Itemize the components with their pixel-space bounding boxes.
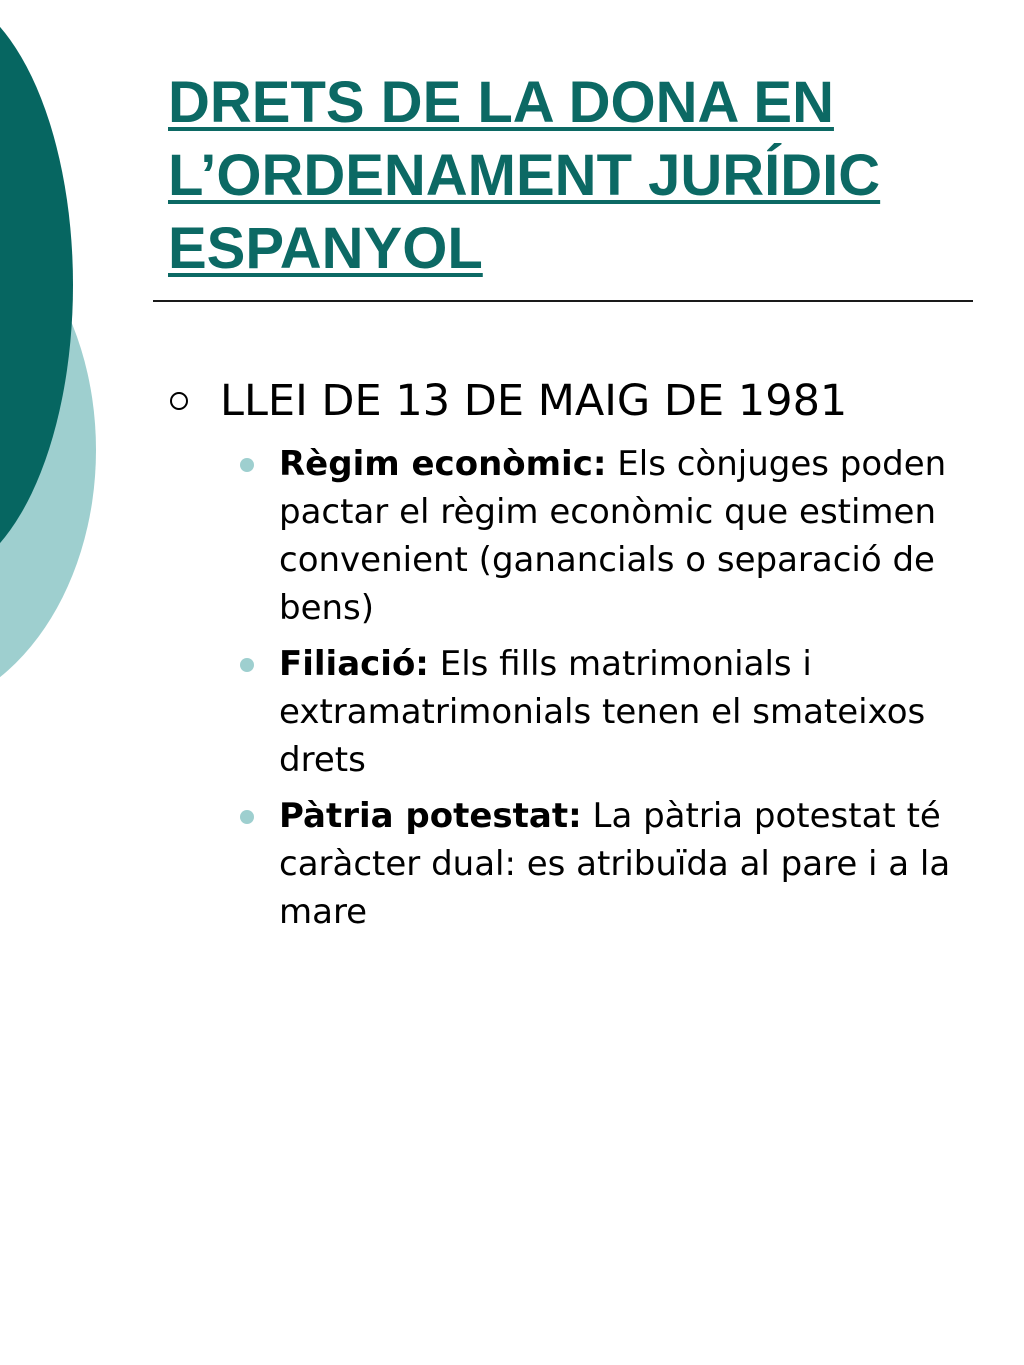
list-item-term: Pàtria potestat: <box>279 796 582 836</box>
list-item <box>236 440 956 632</box>
list-item-text: Els fills matrimonials i extramatrimonials tenen el smateixos drets <box>279 644 926 780</box>
list-heading-item <box>168 372 968 430</box>
list-item <box>236 640 956 784</box>
list-heading: LLEI DE 13 DE MAIG DE 1981 <box>220 376 848 426</box>
filled-dot-bullet-icon <box>240 810 254 824</box>
main-list <box>168 372 968 430</box>
list-item-term: Règim econòmic: <box>279 444 607 484</box>
list-item-text: La pàtria potestat té caràcter dual: es atribuïda al pare i a la mare <box>279 796 951 932</box>
slide-title <box>168 66 968 285</box>
filled-dot-bullet-icon <box>240 458 254 472</box>
sub-list <box>236 440 956 944</box>
hollow-circle-bullet-icon <box>170 392 188 410</box>
title-divider <box>153 300 973 302</box>
filled-dot-bullet-icon <box>240 658 254 672</box>
list-item-term: Filiació: <box>279 644 429 684</box>
slide-title-line: DRETS DE LA DONA EN <box>168 70 834 135</box>
slide-title-line: ESPANYOL <box>168 216 483 281</box>
list-item-text: Els cònjuges poden pactar el règim econòmic que estimen convenient (ganancials o separació de bens) <box>279 444 947 628</box>
list-item <box>236 792 956 936</box>
slide-title-line: L’ORDENAMENT JURÍDIC <box>168 143 881 208</box>
